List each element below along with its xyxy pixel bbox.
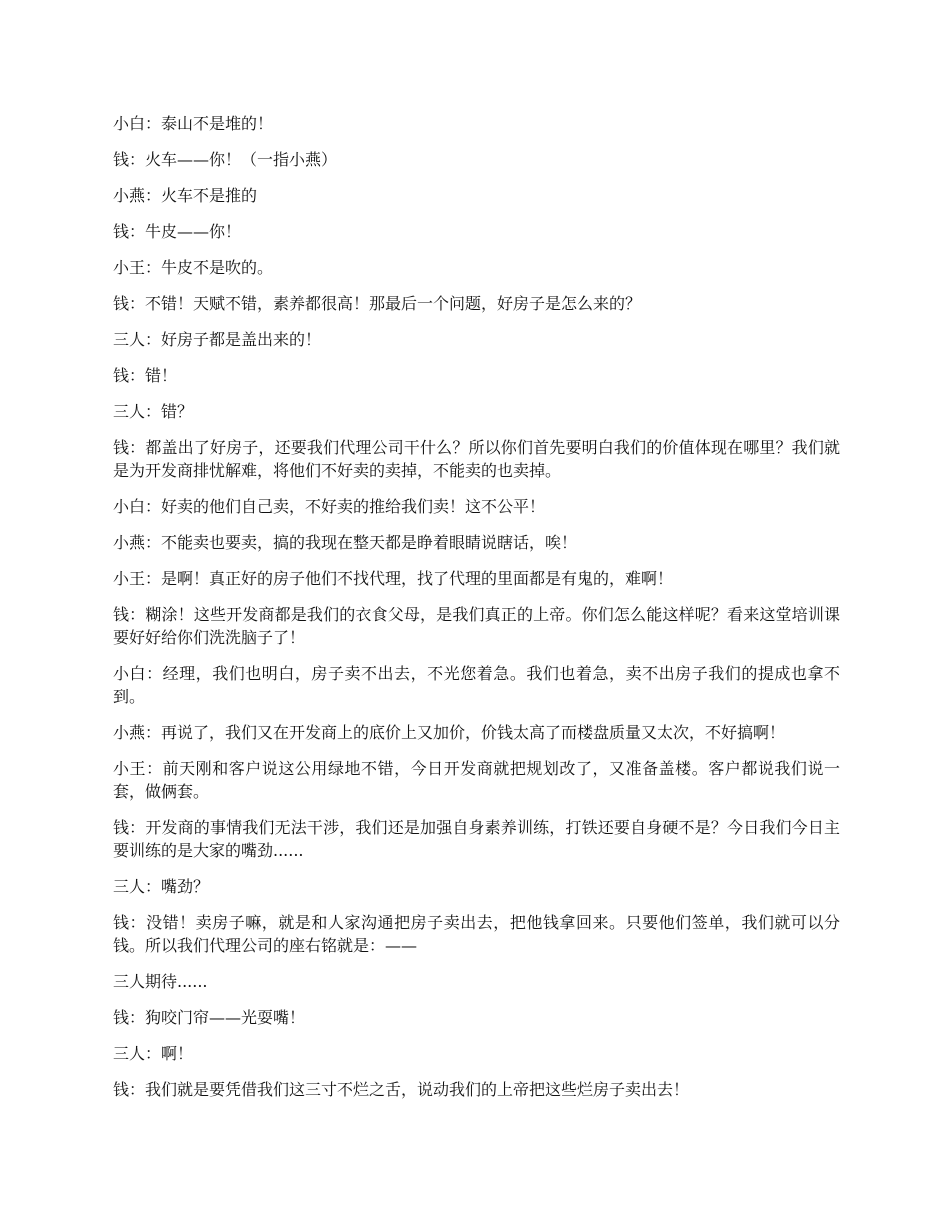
dialogue-line: 钱：火车——你！（一指小燕）: [113, 150, 338, 169]
dialogue-line: 小王：是啊！真正好的房子他们不找代理，找了代理的里面都是有鬼的，难啊！: [113, 569, 674, 588]
dialogue-line: 三人：嘴劲？: [113, 877, 210, 896]
dialogue-line: 钱：牛皮——你！: [113, 222, 242, 241]
dialogue-line: 小燕：火车不是推的: [113, 186, 258, 205]
dialogue-line: 钱：错！: [113, 366, 178, 385]
dialogue-line: 三人期待......: [113, 972, 208, 991]
dialogue-line: 钱：狗咬门帘——光耍嘴！: [113, 1008, 306, 1027]
dialogue-line: 钱：没错！卖房子嘛，就是和人家沟通把房子卖出去，把他钱拿回来。只要他们签单，我们就可以分钱。所以我们代理公司的座右铭就是：——: [113, 913, 840, 955]
dialogue-line: 钱：我们就是要凭借我们这三寸不烂之舌，说动我们的上帝把这些烂房子卖出去！: [113, 1080, 690, 1099]
dialogue-line: 小王：牛皮不是吹的。: [113, 258, 274, 277]
dialogue-line: 钱：都盖出了好房子，还要我们代理公司干什么？所以你们首先要明白我们的价值体现在哪里？我们就是为开发商排忧解难，将他们不好卖的卖掉，不能卖的也卖掉。: [113, 438, 840, 480]
dialogue-line: 小白：泰山不是堆的！: [113, 114, 274, 133]
dialogue-line: 钱：不错！天赋不错，素养都很高！那最后一个问题，好房子是怎么来的？: [113, 294, 642, 313]
dialogue-line: 小王：前天刚和客户说这公用绿地不错，今日开发商就把规划改了，又准备盖楼。客户都说我们说一套，做俩套。: [113, 759, 840, 801]
dialogue-line: 小白：好卖的他们自己卖，不好卖的推给我们卖！这不公平！: [113, 497, 546, 516]
dialogue-line: 钱：开发商的事情我们无法干涉，我们还是加强自身素养训练，打铁还要自身硬不是？今日我们今日主要训练的是大家的嘴劲......: [113, 818, 840, 860]
dialogue-line: 三人：好房子都是盖出来的！: [113, 330, 322, 349]
document-body: [113, 112, 840, 1114]
dialogue-line: 小燕：不能卖也要卖，搞的我现在整天都是睁着眼睛说瞎话，唉！: [113, 533, 578, 552]
dialogue-line: 三人：啊！: [113, 1044, 194, 1063]
dialogue-line: 小白：经理，我们也明白，房子卖不出去，不光您着急。我们也着急，卖不出房子我们的提成也拿不到。: [113, 664, 840, 706]
dialogue-line: 小燕：再说了，我们又在开发商上的底价上又加价，价钱太高了而楼盘质量又太次，不好搞啊！: [113, 723, 786, 742]
dialogue-line: 三人：错？: [113, 402, 194, 421]
dialogue-line: 钱：糊涂！这些开发商都是我们的衣食父母，是我们真正的上帝。你们怎么能这样呢？看来这堂培训课要好好给你们洗洗脑子了！: [113, 605, 840, 647]
